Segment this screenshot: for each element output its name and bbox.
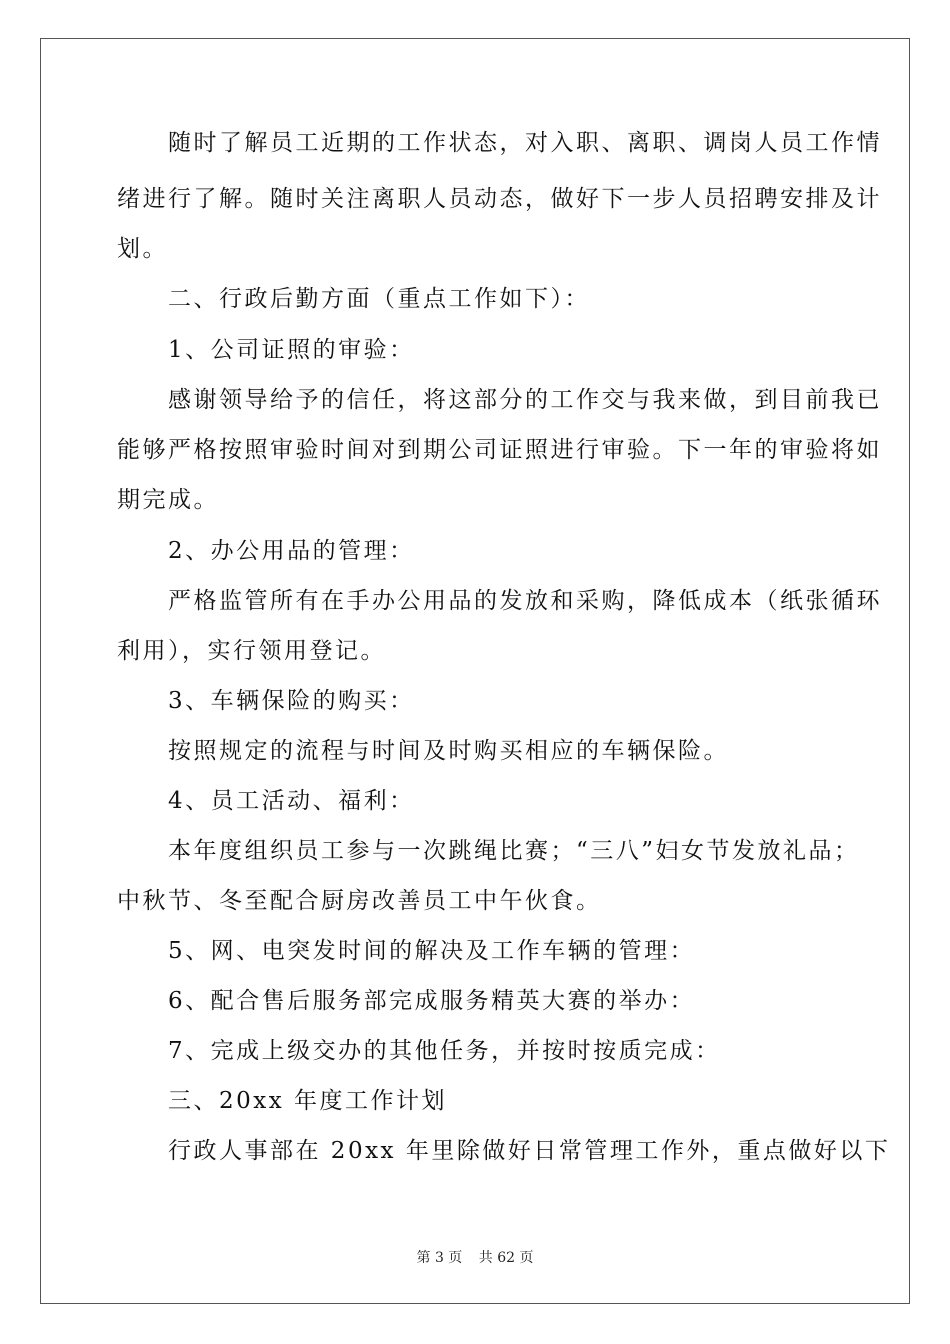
- text-line: 按照规定的流程与时间及时购买相应的车辆保险。: [117, 738, 729, 764]
- subheading: 3、车辆保险的购买：: [117, 688, 415, 714]
- text-line: 本年度组织员工参与一次跳绳比赛；“三八”妇女节发放礼品；: [117, 838, 860, 864]
- section-heading: 三、20xx 年度工作计划: [117, 1088, 448, 1114]
- page-footer: [0, 1247, 950, 1267]
- text-line: 能够严格按照审验时间对到期公司证照进行审验。下一年的审验将如: [117, 437, 882, 463]
- text-line: 行政人事部在 20xx 年里除做好日常管理工作外，重点做好以下: [117, 1138, 891, 1164]
- text-line: 绪进行了解。随时关注离职人员动态，做好下一步人员招聘安排及计: [117, 186, 882, 212]
- text-line: 中秋节、冬至配合厨房改善员工中午伙食。: [117, 888, 602, 914]
- total-pages: 共 62 页: [478, 1250, 534, 1266]
- subheading: 2、办公用品的管理：: [117, 538, 415, 564]
- section-heading: 二、行政后勤方面（重点工作如下）：: [117, 286, 590, 312]
- text-line: 严格监管所有在手办公用品的发放和采购，降低成本（纸张循环: [117, 588, 882, 614]
- subheading: 5、网、电突发时间的解决及工作车辆的管理：: [117, 938, 696, 964]
- text-line: 利用），实行领用登记。: [117, 638, 386, 664]
- subheading: 4、员工活动、福利：: [117, 788, 415, 814]
- text-line: 划。: [117, 236, 168, 262]
- subheading: 1、公司证照的审验：: [117, 337, 415, 363]
- page-number: 第 3 页: [416, 1250, 463, 1266]
- subheading: 7、完成上级交办的其他任务，并按时按质完成：: [117, 1038, 721, 1064]
- text-line: 感谢领导给予的信任，将这部分的工作交与我来做，到目前我已: [117, 387, 882, 413]
- text-line: 随时了解员工近期的工作状态，对入职、离职、调岗人员工作情: [117, 130, 882, 156]
- text-line: 期完成。: [117, 487, 219, 513]
- subheading: 6、配合售后服务部完成服务精英大赛的举办：: [117, 988, 696, 1014]
